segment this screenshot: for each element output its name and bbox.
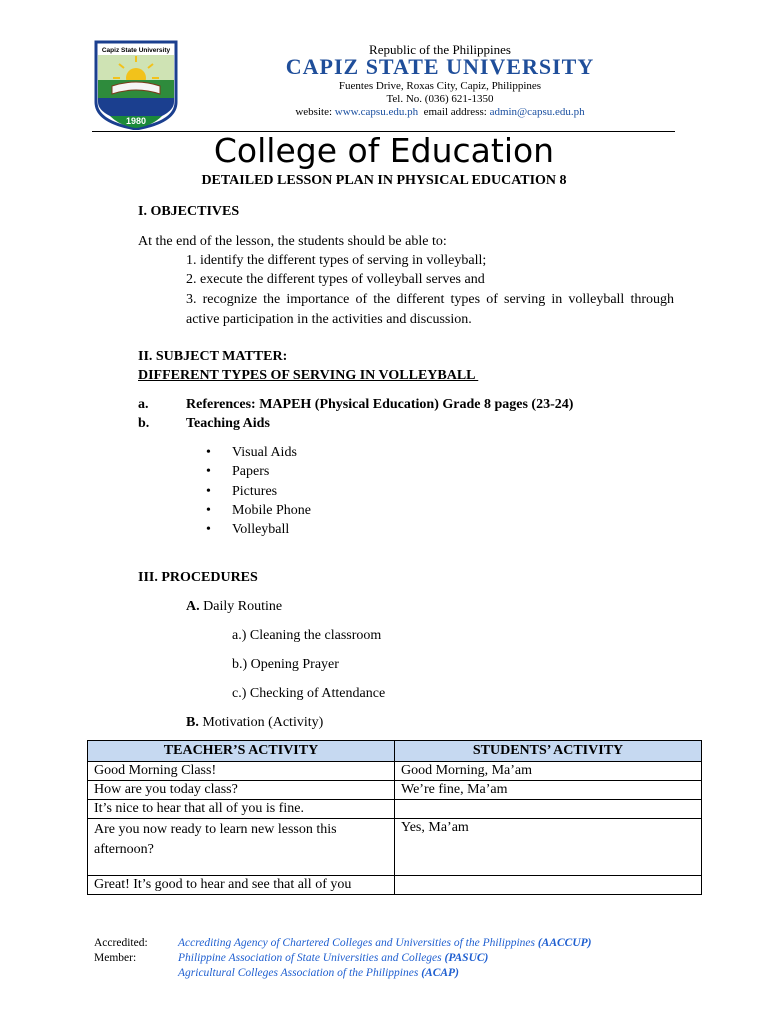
member-line-1: [178, 951, 488, 965]
subject-topic: DIFFERENT TYPES OF SERVING IN VOLLEYBALL: [138, 368, 479, 383]
procedure-b-letter: B.: [186, 715, 199, 730]
contact-line: [240, 106, 640, 118]
procedure-b-label: Motivation (Activity): [202, 715, 324, 730]
accredited-line: [178, 936, 592, 950]
references-letter: a.: [138, 397, 149, 412]
student-cell: [395, 800, 702, 819]
objective-3: 3. recognize the importance of the different types of serving in volleyball through active participation in the activities and discussion.: [186, 292, 674, 327]
teacher-cell: How are you today class?: [88, 781, 395, 800]
routine-item: b.) Opening Prayer: [232, 657, 339, 672]
member-abbr-2: (ACAP): [421, 967, 459, 979]
routine-item: c.) Checking of Attendance: [232, 686, 386, 701]
teacher-cell: Great! It’s good to hear and see that all of you: [88, 876, 395, 895]
procedure-a: [186, 598, 282, 616]
procedures-heading: III. PROCEDURES: [138, 570, 258, 585]
email-link[interactable]: admin@capsu.edu.ph: [489, 106, 585, 118]
teacher-cell: Good Morning Class!: [88, 762, 395, 781]
teacher-cell: Are you now ready to learn new lesson this afternoon?: [88, 819, 395, 876]
website-link[interactable]: www.capsu.edu.ph: [334, 106, 419, 118]
objectives-intro: At the end of the lesson, the students should be able to:: [138, 234, 447, 249]
table-row: [88, 876, 702, 895]
aid-item: • Visual Aids: [232, 444, 297, 462]
member-org-1: Philippine Association of State Universities and Colleges: [178, 952, 442, 964]
website-label: website:: [295, 106, 333, 118]
subject-matter-heading: II. SUBJECT MATTER:: [138, 349, 288, 364]
students-activity-header: STUDENTS’ ACTIVITY: [395, 741, 702, 762]
aid-item: • Volleyball: [232, 521, 289, 539]
aid-item: • Pictures: [232, 483, 277, 501]
teaching-aids-letter: b.: [138, 416, 150, 431]
student-cell: [395, 876, 702, 895]
address-line: Fuentes Drive, Roxas City, Capiz, Philippines: [338, 80, 542, 92]
table-row: [88, 762, 702, 781]
activity-table: [87, 740, 702, 895]
logo-year: 1980: [125, 116, 147, 126]
objectives-heading: I. OBJECTIVES: [138, 204, 240, 219]
logo-text: Capiz State University: [101, 47, 171, 54]
procedure-b: [186, 714, 323, 732]
accredited-abbr: (AACCUP): [537, 937, 592, 949]
aid-item: • Papers: [232, 463, 269, 481]
telephone-line: Tel. No. (036) 621-1350: [386, 93, 494, 105]
procedure-a-letter: A.: [186, 599, 200, 614]
routine-item: a.) Cleaning the classroom: [232, 628, 382, 643]
table-row: [88, 781, 702, 800]
table-row: [88, 819, 702, 876]
email-label: email address:: [423, 106, 487, 118]
objective-2: 2. execute the different types of volleyball serves and: [186, 272, 485, 287]
member-line-2: [178, 966, 459, 980]
student-cell: Good Morning, Ma’am: [395, 762, 702, 781]
teaching-aids-label: Teaching Aids: [186, 416, 270, 431]
member-label: Member:: [94, 952, 137, 964]
republic-line: Republic of the Philippines: [369, 42, 511, 57]
objective-1: 1. identify the different types of serving in volleyball;: [186, 253, 487, 268]
member-org-2: Agricultural Colleges Association of the Philippines: [178, 967, 419, 979]
university-seal-logo: [92, 40, 180, 130]
member-abbr-1: (PASUC): [444, 952, 489, 964]
student-cell: We’re fine, Ma’am: [395, 781, 702, 800]
teacher-cell: It’s nice to hear that all of you is fine.: [88, 800, 395, 819]
student-cell: Yes, Ma’am: [395, 819, 702, 876]
lesson-plan-title: DETAILED LESSON PLAN IN PHYSICAL EDUCATION 8: [201, 173, 567, 188]
references-text: References: MAPEH (Physical Education) Grade 8 pages (23-24): [186, 397, 574, 412]
accredited-label: Accredited:: [94, 937, 148, 949]
college-title: College of Education: [213, 131, 555, 170]
teacher-activity-header: TEACHER’S ACTIVITY: [88, 741, 395, 762]
university-name: CAPIZ STATE UNIVERSITY: [285, 54, 595, 79]
aid-item: • Mobile Phone: [232, 502, 311, 520]
accredited-agency: Accrediting Agency of Chartered Colleges and Universities of the Philippines: [178, 937, 535, 949]
table-header-row: [88, 741, 702, 762]
table-row: [88, 800, 702, 819]
procedure-a-label: Daily Routine: [203, 599, 283, 614]
